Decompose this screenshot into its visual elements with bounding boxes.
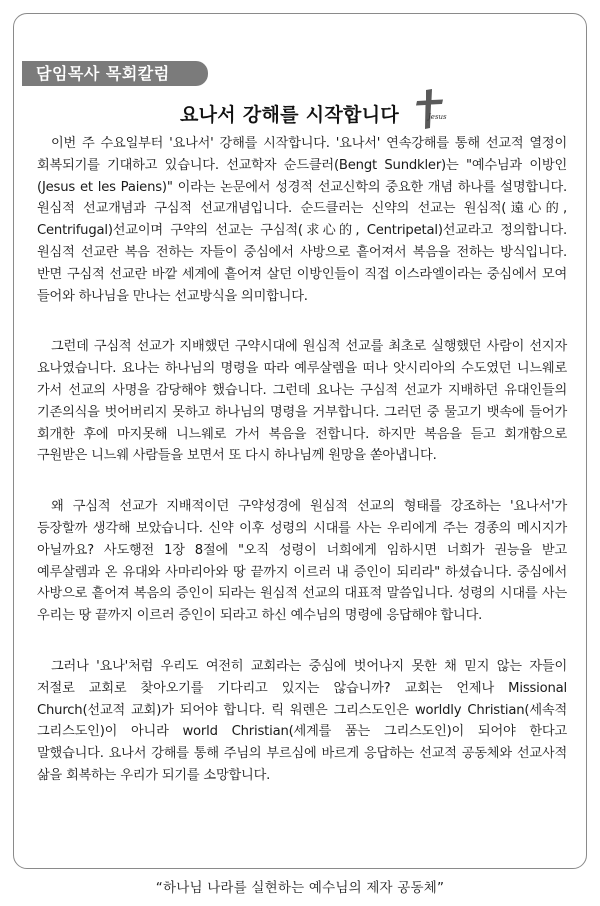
paragraph-2: 그런데 구심적 선교가 지배했던 구약시대에 원심적 선교를 최초로 실행했던 사람이 선지자 요나였습니다. 요나는 하나님의 명령을 따라 예루살렘을 떠나 앗시리아의 수도였던 니느웨로 가서 선교의 사명을 감당해야 했습니다. 그런데 요나는 구심적 선교가 지배하던 유대인들의 기존의식을 벗어버리지 못하고 하나님의 명령을 거부합니다. 그러던 중 물고기 뱃속에 들어가 회개한 후에 마지못해 니느웨로 가서 복음을 전합니다. 하지만 복음을 듣고 회개함으로 구원받은 니느웨 사람들을 보면서 또 다시 하나님께 원망을 쏟아냅니다. bbox=[37, 339, 567, 464]
paragraph-4: 그러나 '요나'처럼 우리도 여전히 교회라는 중심에 벗어나지 못한 채 믿지 않는 자들이 저절로 교회로 찾아오기를 기다리고 있지는 않습니까? 교회는 언제나 Missional Church(선교적 교회)가 되어야 합니다. 릭 워렌은 그리스도인은 worldly Christian(세속적 그리스도인)이 아니라 world Christian(세계를 품는 그리스도인)이 되어야 한다고 말했습니다. 요나서 강해를 통해 주님의 부르심에 바르게 응답하는 선교적 공동체와 선교사적 삶을 회복하는 우리가 되기를 소망합니다. bbox=[37, 658, 567, 783]
column-body bbox=[37, 133, 567, 816]
paragraph-1: 이번 주 수요일부터 '요나서' 강해를 시작합니다. '요나서' 연속강해를 통해 선교적 열정이 회복되기를 기대하고 있습니다. 선교학자 순드클러(Bengt Sundkler)는 "예수님과 이방인(Jesus et les Paiens)" 이라는 논문에서 성경적 선교신학의 중요한 개념 하나를 설명합니다. 원심적 선교개념과 구심적 선교개념입니다. 순드클러는 신약의 선교는 원심적(遠心的, Centrifugal)선교이며 구약의 선교는 구심적(求心的, Centripetal)선교라고 정의합니다. 원심적 선교란 복음 전하는 자들이 중심에서 사방으로 흩어져서 복음을 전하는 방식입니다. 반면 구심적 선교란 바깥 세계에 흩어져 살던 이방인들이 직접 이스라엘이라는 중심에서 모여 들어와 하나님을 만나는 선교방식을 의미합니다. bbox=[37, 136, 567, 304]
cross-icon bbox=[410, 88, 450, 130]
paragraph-3: 왜 구심적 선교가 지배적이던 구약성경에 원심적 선교의 형태를 강조하는 '요나서'가 등장할까 생각해 보았습니다. 신약 이후 성령의 시대를 사는 우리에게 주는 경종의 메시지가 아닐까요? 사도행전 1장 8절에 "오직 성령이 너희에게 임하시면 너희가 권능을 받고 예루살렘과 온 유대와 사마리아와 땅 끝까지 이르러 내 증인이 되리라" 하셨습니다. 중심에서 사방으로 흩어져 복음의 증인이 되라는 원심적 선교의 대표적 말씀입니다. 성령의 시대를 사는 우리는 땅 끝까지 이르러 증인이 되라고 하신 예수님의 명령에 응답해야 합니다. bbox=[37, 499, 567, 624]
church-motto: “하나님 나라를 실현하는 예수님의 제자 공동체” bbox=[155, 880, 445, 896]
title-row bbox=[0, 88, 600, 128]
section-label: 담임목사 목회칼럼 bbox=[22, 61, 208, 86]
cross-caption: Jesus bbox=[428, 113, 447, 121]
column-title: 요나서 강해를 시작합니다 bbox=[180, 104, 400, 126]
